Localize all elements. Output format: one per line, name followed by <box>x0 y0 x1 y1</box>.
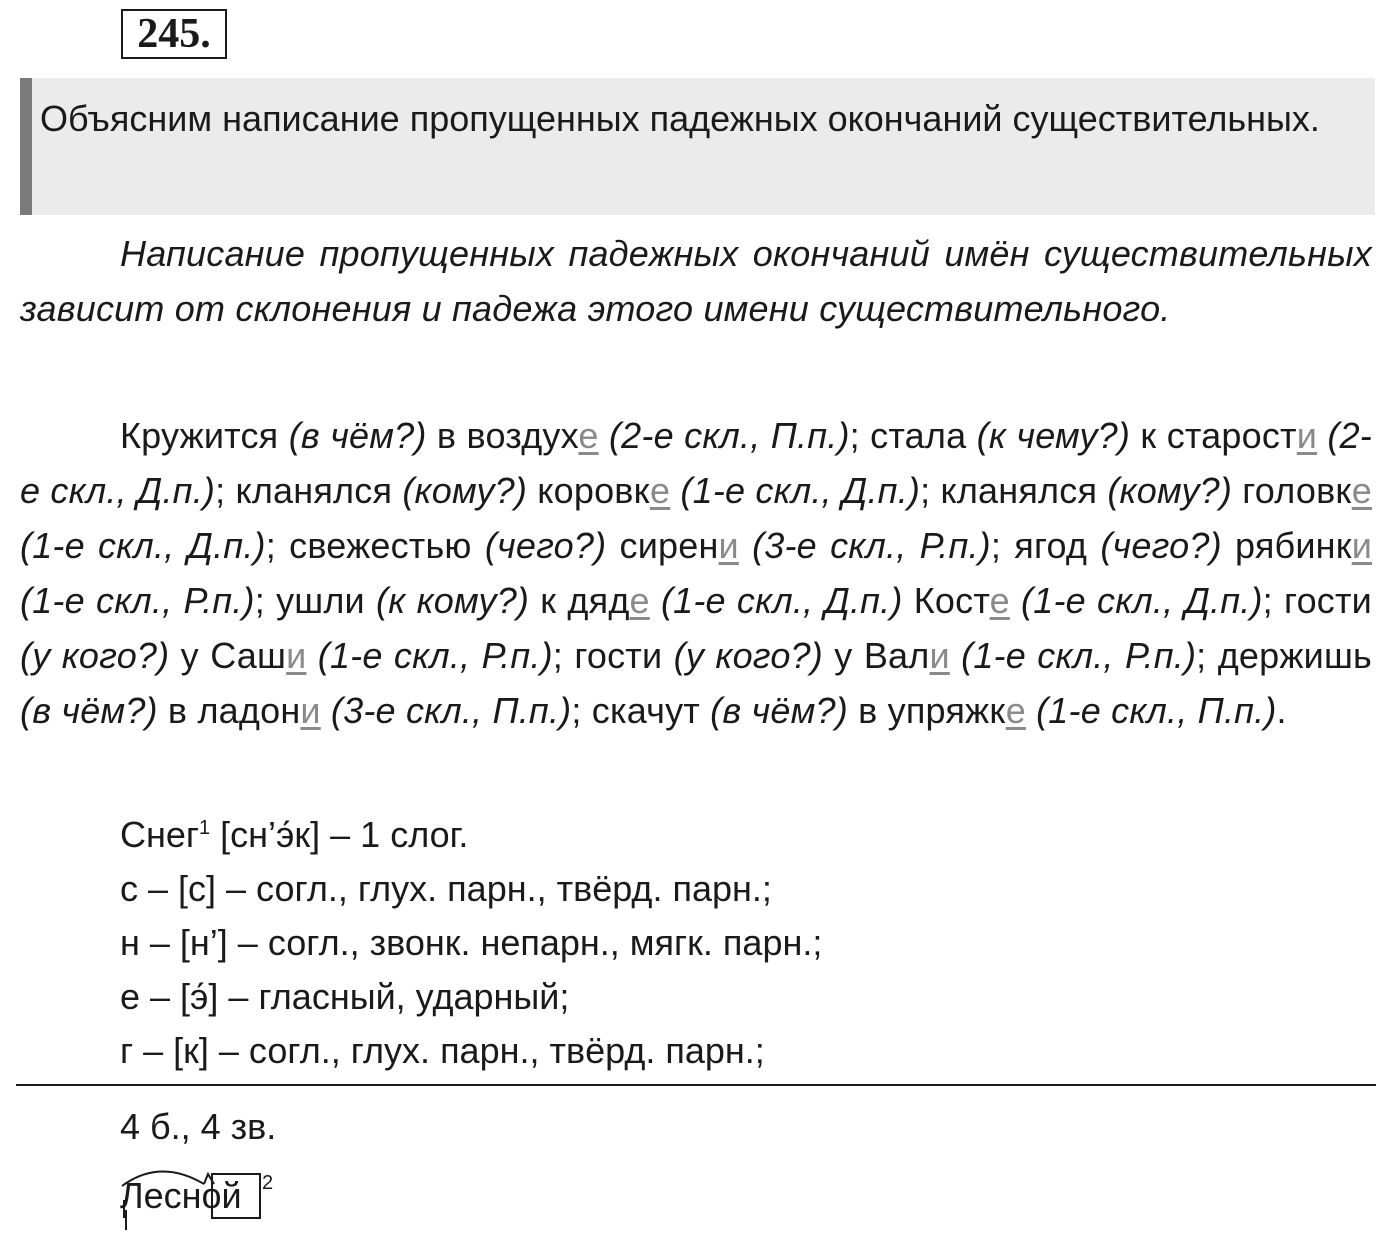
text-fragment: ; ушли <box>254 580 377 621</box>
ending-letter: е <box>1005 690 1026 731</box>
phonetic-line: г – [к] – согл., глух. парн., твёрд. парн.; <box>120 1030 765 1071</box>
text-fragment: сирен <box>606 525 719 566</box>
text-fragment: в ладон <box>157 690 301 731</box>
case-note: (1-е скл., Р.п.) <box>20 580 255 621</box>
case-note: (1-е скл., Д.п.) <box>1009 580 1263 621</box>
case-note: (чего?) <box>484 525 607 566</box>
case-note: (кому?) <box>1107 470 1233 511</box>
text-fragment: ; ягод <box>990 525 1101 566</box>
phonetic-line: с – [с] – согл., глух. парн., твёрд. парн.; <box>120 868 772 909</box>
case-note: (2-е скл., Д.п.) <box>20 415 1372 511</box>
text-fragment: ; кланялся <box>215 470 403 511</box>
answer-paragraph <box>20 408 1372 738</box>
text-fragment: у Саш <box>169 635 287 676</box>
text-fragment: к старост <box>1130 415 1297 456</box>
parse-word: Лесной <box>120 1175 242 1216</box>
phonetic-transcription: [сн’э́к] – 1 слог. <box>210 814 469 855</box>
phonetic-line: е – [э́] – гласный, ударный; <box>120 976 570 1017</box>
ending-letter: и <box>1296 415 1318 456</box>
text-fragment: ; держишь <box>1196 635 1372 676</box>
text-fragment: коровк <box>527 470 650 511</box>
case-note: (1-е скл., П.п.) <box>1025 690 1277 731</box>
task-number: 245. <box>121 9 227 59</box>
phonetic-analysis <box>120 808 1320 1078</box>
morphemic-parse <box>120 1160 290 1230</box>
text-fragment: . <box>1276 690 1287 731</box>
ending-letter: е <box>649 470 671 511</box>
text-fragment: ; стала <box>849 415 977 456</box>
ending-letter: и <box>300 690 321 731</box>
phonetic-line: н – [н’] – согл., звонк. непарн., мягк. парн.; <box>120 922 823 963</box>
case-note: (1-е скл., Д.п.) <box>649 580 903 621</box>
phonetic-header <box>120 808 1320 862</box>
case-note: (1-е скл., Р.п.) <box>949 635 1197 676</box>
ending-letter: и <box>718 525 739 566</box>
case-note: (в чём?) <box>20 690 158 731</box>
text-fragment: ; кланялся <box>920 470 1108 511</box>
case-note: (в чём?) <box>710 690 848 731</box>
ending-letter: е <box>629 580 650 621</box>
case-note: (2-е скл., П.п.) <box>598 415 850 456</box>
text-fragment: ; гости <box>1262 580 1372 621</box>
ending-letter: е <box>578 415 599 456</box>
ending-letter: и <box>286 635 307 676</box>
divider <box>16 1084 1376 1086</box>
case-note: (к чему?) <box>976 415 1131 456</box>
case-note: (к кому?) <box>376 580 530 621</box>
rule-paragraph: Написание пропущенных падежных окончаний имён существительных зависит от склонения и падежа этого имени существительного. <box>20 233 1372 329</box>
ending-letter: и <box>1351 525 1372 566</box>
text-fragment: в воздух <box>426 415 579 456</box>
text-fragment: у Вал <box>822 635 930 676</box>
case-note: (1-е скл., Д.п.) <box>20 525 266 566</box>
case-note: (1-е скл., Р.п.) <box>306 635 553 676</box>
phonetic-word-superscript: 1 <box>199 817 211 839</box>
case-note: (чего?) <box>1100 525 1222 566</box>
case-note: (1-е скл., Д.п.) <box>670 470 921 511</box>
case-note: (у кого?) <box>20 635 170 676</box>
ending-letter: и <box>929 635 950 676</box>
text-fragment: к дяд <box>529 580 630 621</box>
letter-sound-count: 4 б., 4 зв. <box>120 1106 277 1147</box>
ending-letter: е <box>989 580 1010 621</box>
case-note: (кому?) <box>402 470 528 511</box>
case-note: (в чём?) <box>288 415 427 456</box>
task-text: Объясним написание пропущенных падежных окончаний существительных. <box>40 98 1320 139</box>
text-fragment: ; гости <box>552 635 674 676</box>
text-fragment: в упряжк <box>847 690 1006 731</box>
text-fragment: ; свежестью <box>265 525 485 566</box>
phonetic-word: Снег <box>120 814 200 855</box>
ending-letter: е <box>1351 470 1372 511</box>
text-fragment: ; скачут <box>571 690 711 731</box>
text-fragment: рябинк <box>1221 525 1352 566</box>
text-fragment: головк <box>1232 470 1352 511</box>
text-fragment: Кост <box>902 580 990 621</box>
case-note: (3-е скл., Р.п.) <box>738 525 991 566</box>
case-note: (3-е скл., П.п.) <box>320 690 572 731</box>
case-note: (у кого?) <box>673 635 823 676</box>
text-fragment: Кружится <box>120 415 289 456</box>
parse-superscript: 2 <box>262 1172 274 1194</box>
